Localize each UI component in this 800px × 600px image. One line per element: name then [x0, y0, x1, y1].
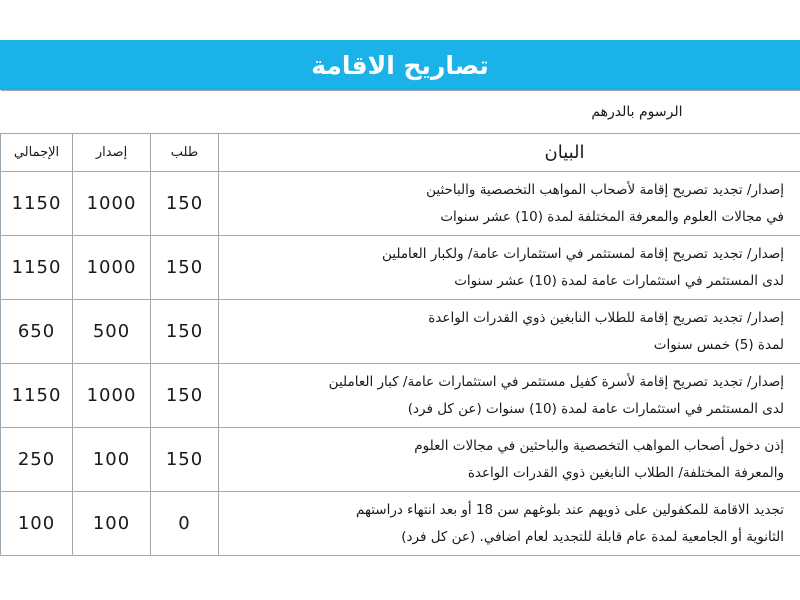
description-line: إصدار/ تجديد تصريح إقامة لمستثمر في استثمارات عامة/ ولكبار العاملين: [382, 245, 785, 262]
application-fee: 150: [151, 364, 219, 428]
application-fee: 0: [151, 492, 219, 556]
row-description: [219, 492, 800, 556]
total-fee: 1150: [1, 236, 73, 300]
total-fee: 650: [1, 300, 73, 364]
description-line: الثانوية أو الجامعية لمدة عام قابلة للتجديد لعام اضافي. (عن كل فرد): [401, 528, 785, 545]
row-description: [219, 428, 800, 492]
row-description: [219, 300, 800, 364]
description-line: إصدار/ تجديد تصريح إقامة لأسرة كفيل مستثمر في استثمارات عامة/ كبار العاملين: [328, 373, 785, 390]
header-total: الإجمالي: [1, 134, 73, 172]
table-row: [1, 492, 800, 556]
title-banner: [0, 40, 800, 90]
header-description: البيان: [219, 134, 800, 172]
table-row: [1, 364, 800, 428]
description-line: لدى المستثمر في استثمارات عامة لمدة (10) سنوات (عن كل فرد): [407, 400, 785, 417]
table-header-row: [1, 134, 800, 172]
description-line: إذن دخول أصحاب المواهب التخصصية والباحثين في مجالات العلوم: [414, 437, 785, 454]
description-line: إصدار/ تجديد تصريح إقامة للطلاب النابغين ذوي القدرات الواعدة: [428, 309, 785, 326]
header-application: طلب: [151, 134, 219, 172]
total-fee: 100: [1, 492, 73, 556]
issuance-fee: 500: [73, 300, 151, 364]
header-issuance: إصدار: [73, 134, 151, 172]
total-fee: 1150: [1, 364, 73, 428]
row-description: [219, 236, 800, 300]
issuance-fee: 100: [73, 428, 151, 492]
table-row: [1, 172, 800, 236]
application-fee: 150: [151, 300, 219, 364]
description-line: لمدة (5) خمس سنوات: [653, 336, 785, 353]
application-fee: 150: [151, 428, 219, 492]
table-row: [1, 428, 800, 492]
issuance-fee: 100: [73, 492, 151, 556]
issuance-fee: 1000: [73, 364, 151, 428]
total-fee: 1150: [1, 172, 73, 236]
description-line: لدى المستثمر في استثمارات عامة لمدة (10) عشر سنوات: [454, 272, 785, 289]
issuance-fee: 1000: [73, 172, 151, 236]
description-line: والمعرفة المختلفة/ الطلاب النابغين ذوي القدرات الواعدة: [467, 464, 785, 481]
row-description: [219, 172, 800, 236]
page-title: تصاريح الاقامة: [311, 50, 489, 80]
residency-fees-table: [0, 90, 800, 556]
row-description: [219, 364, 800, 428]
description-line: تجديد الاقامة للمكفولين على ذويهم عند بلوغهم سن 18 أو بعد انتهاء دراستهم: [356, 501, 785, 518]
description-line: إصدار/ تجديد تصريح إقامة لأصحاب المواهب التخصصية والباحثين: [426, 181, 785, 198]
application-fee: 150: [151, 172, 219, 236]
application-fee: 150: [151, 236, 219, 300]
table-row: [1, 300, 800, 364]
total-fee: 250: [1, 428, 73, 492]
currency-note: الرسوم بالدرهم: [1, 91, 800, 134]
description-line: في مجالات العلوم والمعرفة المختلفة لمدة (10) عشر سنوات: [440, 208, 785, 225]
table-row: [1, 236, 800, 300]
issuance-fee: 1000: [73, 236, 151, 300]
currency-note-row: [1, 91, 800, 134]
